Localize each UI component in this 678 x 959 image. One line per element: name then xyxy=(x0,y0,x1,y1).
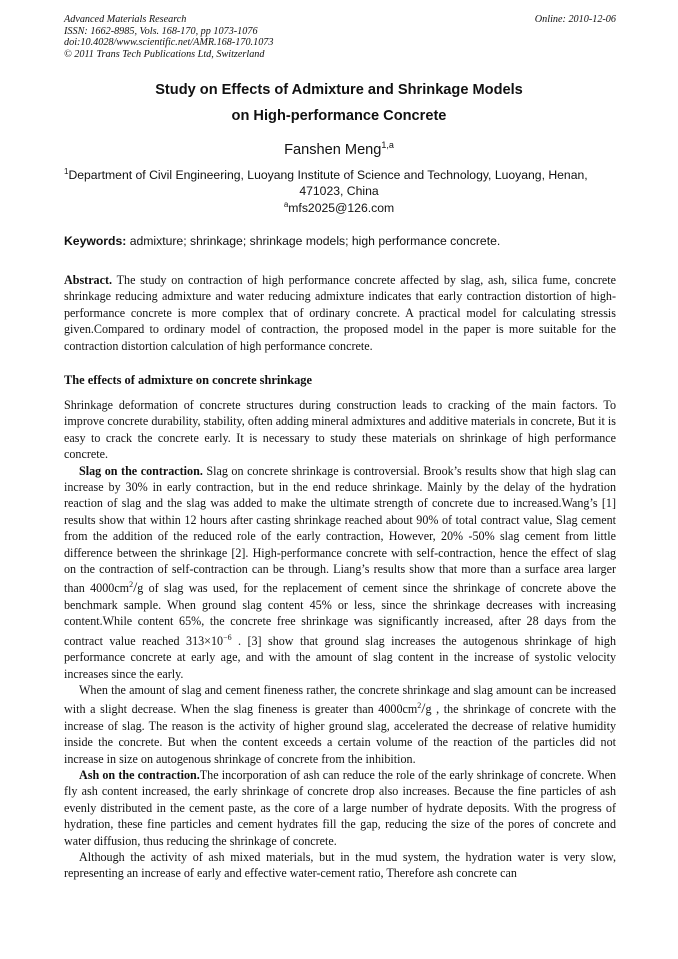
email-sup: a xyxy=(283,200,289,209)
paragraph-slag xyxy=(64,463,616,682)
paper-title-line-1: Study on Effects of Admixture and Shrinkage Models xyxy=(155,82,523,98)
fineness-unit: g xyxy=(425,702,432,717)
affiliation xyxy=(64,164,614,200)
issn-line: ISSN: 1662-8985, Vols. 168-170, pp 1073-1076 xyxy=(64,25,258,37)
journal-name: Advanced Materials Research xyxy=(64,14,187,25)
affiliation-line-1: Department of Civil Engineering, Luoyang Institute of Science and Technology, Luoyang, Henan, xyxy=(68,168,588,182)
copyright-line: © 2011 Trans Tech Publications Ltd, Switzerland xyxy=(64,48,265,60)
slag-text-c: . [3] show that ground slag increases the autogenous shrinkage of high performance concrete at early age, and with the amount of slag content in the increase of systolic velocity increases since the early. xyxy=(64,633,617,681)
journal-header xyxy=(64,14,616,60)
paragraph-ash xyxy=(64,767,616,849)
shrinkage-value-formula xyxy=(186,634,232,648)
keywords-text: admixture; shrinkage; shrinkage models; high performance concrete. xyxy=(126,234,501,248)
shrinkage-value: 313×10 xyxy=(186,633,224,648)
affiliation-line-2: 471023, China xyxy=(299,184,379,199)
paper-title-line-2: on High-performance Concrete xyxy=(231,108,447,124)
email xyxy=(64,200,614,215)
main-text xyxy=(64,397,616,882)
slag-text-a: Slag on concrete shrinkage is controversial. Brook’s results show that high slag can increase by 30% in early contraction, but in the end reduce shrinkage. Mainly by the delay of the hydration reaction of slag and the slag was added to make the ultimate strength of concrete due to increased.Wang’s [1] results show that within 12 hours after casting shrinkage reached about 90% of total contract value, Slag cement from the addition of the reduced role of the early contraction, However, 20% -50% slag cement from little difference between the shrinkage [2]. High-performance concrete with self-contraction, hence the effect of slag on the contraction of self-contraction can be through. Liang’s results show that more than a surface area larger than xyxy=(64,463,616,596)
ash-text: The incorporation of ash can reduce the role of the early shrinkage of concrete. When fly ash content increased, the early shrinkage of concrete drop also increases. Because the fine particles of ash evenly distributed in the cement paste, as the core of a large number of hydrate deposits. With the progress of hydration, these fine particles and cement hydrates fill the gap, reducing the size of the pores of concrete and water diffusion, thus reducing the shrinkage of concrete. xyxy=(64,767,616,848)
slag-subheading: Slag on the contraction. xyxy=(79,463,203,478)
shrinkage-exponent: −6 xyxy=(223,632,232,642)
slag-text-b: of slag was used, for the replacement of cement since the shrinkage of concrete above the benchmark sample. When ground slag content 45% or less, since the shrinkage decreases with increasing content.While content 65%, the concrete free shrinkage was significantly increased, after 28 days from the contract value reached xyxy=(64,581,616,648)
section-heading: The effects of admixture on concrete shrinkage xyxy=(64,373,312,387)
paragraph-intro: Shrinkage deformation of concrete structures during construction leads to cracking of the main factors. To improve concrete durability, stability, often adding mineral admixtures and additive materials in concrete, But it is easy to crack the concrete early. It is necessary to study these materials on shrinkage of high performance concrete. xyxy=(64,398,616,462)
fineness-value: 4000cm xyxy=(378,702,418,717)
abstract xyxy=(64,272,616,354)
author-sup: 1,a xyxy=(381,140,394,150)
abstract-label: Abstract. xyxy=(64,273,113,287)
abstract-text: The study on contraction of high performance concrete affected by slag, ash, silica fume, concrete shrinkage reducing admixture and water reducing admixture indicates that early contraction distortion of high-performance concrete is more complex that of ordinary concrete. A practical model for calculating stressis given.Compared to ordinary model of contraction, the proposed model in the paper is more suitable for the contraction distortion calculation of high performance concrete. xyxy=(64,273,616,353)
doi-line: doi:10.4028/www.scientific.net/AMR.168-170.1073 xyxy=(64,37,274,49)
affiliation-sup: 1 xyxy=(64,167,69,176)
paragraph-fineness xyxy=(64,682,616,767)
author-name: Fanshen Meng xyxy=(284,142,382,158)
fraction-slash: / xyxy=(133,580,138,597)
keywords xyxy=(64,234,616,248)
fineness-text-a: When the amount of slag and cement fineness rather, the concrete shrinkage and slag amount can be increased with a slight decrease. When the slag fineness is greater than xyxy=(64,682,616,717)
online-date: Online: 2010-12-06 xyxy=(534,14,616,25)
paragraph-ash-continued: Although the activity of ash mixed materials, but in the mud system, the hydration water is very slow, representing an increase of early and effective water-cement ratio, Therefore ash concrete can xyxy=(64,849,616,881)
surface-area-value: 4000cm xyxy=(90,581,130,596)
ash-subheading: Ash on the contraction. xyxy=(79,767,200,782)
fineness-exponent: 2 xyxy=(417,701,422,711)
fraction-slash: / xyxy=(421,701,426,718)
email-address: mfs2025@126.com xyxy=(288,201,395,215)
fineness-text-b: , the shrinkage of concrete with the increase of slag. The reason is the activity of higher ground slag, accelerated the decrease of relative humidity inside the concrete. But when the content exceeds a certain volume of the reaction of the particles did not increase in size on autogenous shrinkage of concrete from the inhibition. xyxy=(64,702,616,766)
fineness-formula xyxy=(378,702,431,716)
keywords-label: Keywords: xyxy=(64,234,127,248)
surface-area-unit: g xyxy=(137,581,144,596)
surface-area-formula xyxy=(90,581,143,595)
author xyxy=(64,140,614,158)
surface-area-exponent: 2 xyxy=(129,580,134,590)
